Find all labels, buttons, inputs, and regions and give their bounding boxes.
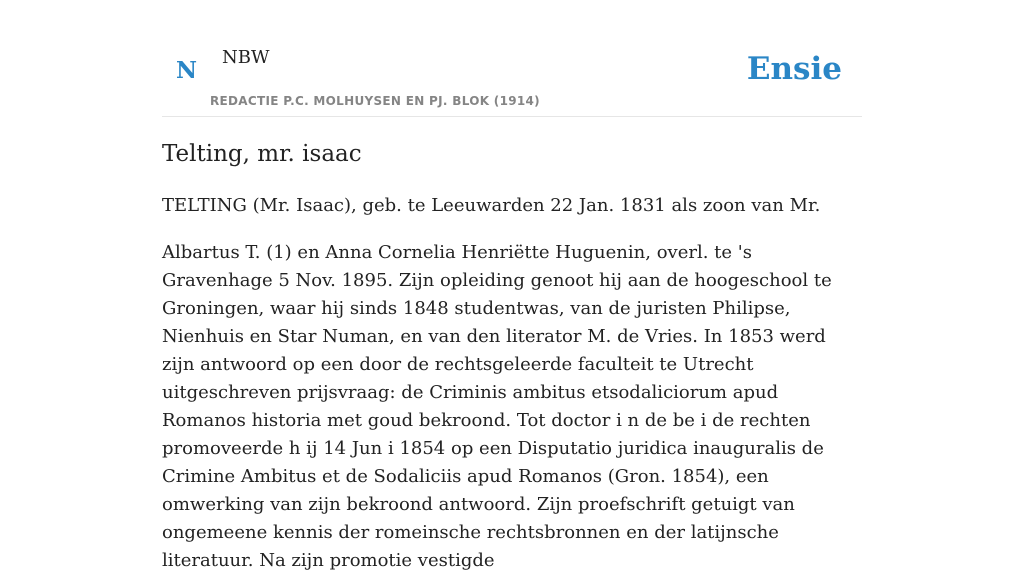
ensie-brand-logo[interactable]: Ensie xyxy=(746,51,842,87)
article-title: Telting, mr. isaac xyxy=(162,141,362,167)
source-name[interactable]: NBW xyxy=(222,47,270,68)
source-header xyxy=(162,0,862,117)
article-paragraph: TELTING (Mr. Isaac), geb. te Leeuwarden 22 Jan. 1831 als zoon van Mr. xyxy=(162,195,821,216)
article xyxy=(162,136,862,575)
source-logo-letter[interactable]: N xyxy=(176,57,198,84)
source-subtitle: REDACTIE P.C. MOLHUYSEN EN PJ. BLOK (1914) xyxy=(210,94,540,108)
article-paragraph: Albartus T. (1) en Anna Cornelia Henriëtte Huguenin, overl. te 's Gravenhage 5 Nov. 1895. Zijn opleiding genoot hij aan de hoogeschool te Groningen, waar hij sinds 1848 studentwas, van de juristen Philipse, Nienhuis en Star Numan, en van den literator M. de Vries. In 1853 werd zijn antwoord op een door de rechtsgeleerde faculteit te Utrecht uitgeschreven prijsvraag: de Criminis ambitus etsodaliciorum apud Romanos historia met goud bekroond. Tot doctor i n de be i de rechten promoveerde h ij 14 Jun i 1854 op een Disputatio juridica inauguralis de Crimine Ambitus et de Sodaliciis apud Romanos (Gron. 1854), een omwerking van zijn bekroond antwoord. Zijn proefschrift getuigt van ongemeene kennis der romeinsche rechtsbronnen en der latijnsche literatuur. Na zijn promotie vestigde xyxy=(162,242,832,571)
